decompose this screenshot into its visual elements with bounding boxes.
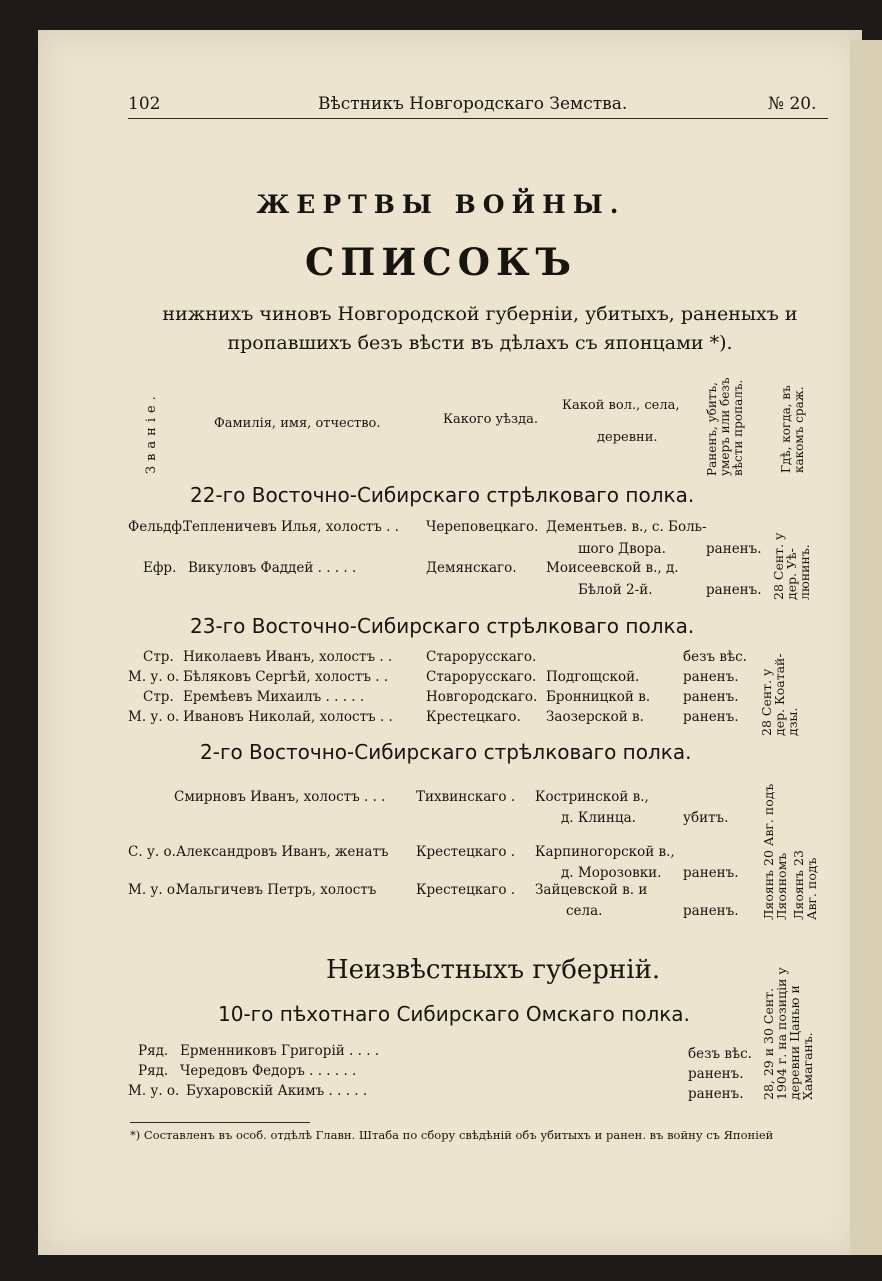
col-header-volost-2: деревни.: [597, 430, 658, 445]
row-rank: Ряд.: [138, 1063, 169, 1079]
side-note-2b: Ляоянъ 23 Авг. подъ: [791, 850, 819, 920]
col-header-where: Гдѣ, когда, въ какомъ сраж.: [779, 385, 806, 473]
row-place: Зайцевской в. и: [535, 882, 648, 898]
issue-number: № 20.: [768, 94, 817, 114]
row-name: Викуловъ Фаддей . . . . .: [188, 560, 357, 576]
row-rank: Стр.: [143, 689, 174, 705]
row-rank: Стр.: [143, 649, 174, 665]
row-uezd: Тихвинскаго .: [416, 789, 516, 805]
row-rank: М. у. о.: [128, 669, 180, 685]
row-status: раненъ.: [688, 1066, 744, 1082]
row-status: убитъ.: [683, 810, 729, 826]
row-uezd: Крестецкаго .: [416, 882, 516, 898]
row-uezd: Крестецкаго .: [416, 844, 516, 860]
row-rank: Ефр.: [143, 560, 177, 576]
row-rank: Ряд.: [138, 1043, 169, 1059]
row-status: безъ вѣс.: [688, 1046, 752, 1062]
row-place-2: Бѣлой 2-й.: [578, 582, 653, 598]
row-uezd: Новгородскаго.: [426, 689, 538, 705]
row-status: раненъ.: [683, 865, 739, 881]
side-note-2: Ляоянъ 20 Авг. подъ Ляояномъ: [761, 783, 789, 920]
row-status: раненъ.: [683, 689, 739, 705]
row-uezd: Старорусскаго.: [426, 669, 537, 685]
row-uezd: Демянскаго.: [426, 560, 517, 576]
row-place-2: села.: [566, 903, 603, 919]
row-status: раненъ.: [688, 1086, 744, 1102]
header-rule: [128, 118, 828, 119]
row-place: Костринской в.,: [535, 789, 649, 805]
side-note-10: 28, 29 и 30 Сент. 1904 г. на позиціи у деревни Цанью и Хамаганъ.: [761, 967, 815, 1100]
section-heading-23: 23-го Восточно-Сибирскаго стрѣлковаго полка.: [190, 614, 695, 638]
col-header-uezd: Какого уѣзда.: [443, 412, 538, 427]
section-heading-2: 2-го Восточно-Сибирскаго стрѣлковаго полка.: [200, 740, 692, 764]
row-rank: М. у. о.: [128, 709, 180, 725]
row-name: Чередовъ Федоръ . . . . . .: [180, 1063, 357, 1079]
row-place: Заозерской в.: [546, 709, 644, 725]
row-name: Еремѣевъ Михаилъ . . . . .: [183, 689, 365, 705]
row-status: раненъ.: [706, 541, 762, 557]
row-status: раненъ.: [683, 903, 739, 919]
row-uezd: Старорусскаго.: [426, 649, 537, 665]
col-header-volost: Какой вол., села,: [562, 398, 680, 413]
page-title: ЖЕРТВЫ ВОЙНЫ.: [256, 190, 626, 219]
side-note-23: 28 Сент. у дер. Коатай-дзы.: [759, 653, 800, 736]
row-rank: М. у. о.: [128, 882, 180, 898]
side-note-22: 28 Сент. у дер. Уѣ-люнинъ.: [771, 532, 812, 600]
row-name: Мальгичевъ Петръ, холостъ: [176, 882, 377, 898]
row-name: Бухаровскій Акимъ . . . . .: [186, 1083, 368, 1099]
row-place: Подгощской.: [546, 669, 640, 685]
row-name: Бѣляковъ Сергѣй, холостъ . .: [183, 669, 389, 685]
row-place: Моисеевской в., д.: [546, 560, 679, 576]
next-page-edge: [850, 40, 882, 1255]
row-name: Ивановъ Николай, холостъ . .: [183, 709, 393, 725]
row-place-2: д. Морозовки.: [561, 865, 662, 881]
col-header-rank: Званіе.: [144, 391, 159, 474]
row-place-2: шого Двора.: [578, 541, 666, 557]
page-number: 102: [128, 94, 161, 114]
row-status: раненъ.: [683, 709, 739, 725]
row-place: Бронницкой в.: [546, 689, 651, 705]
row-status: безъ вѣс.: [683, 649, 747, 665]
row-uezd: Крестецкаго.: [426, 709, 521, 725]
row-name: Александровъ Иванъ, женатъ: [176, 844, 389, 860]
row-uezd: Череповецкаго.: [426, 519, 539, 535]
row-rank: М. у. о.: [128, 1083, 180, 1099]
page-subtitle: СПИСОКЪ: [304, 240, 578, 284]
row-name: Смирновъ Иванъ, холостъ . . .: [174, 789, 386, 805]
row-rank: С. у. о.: [128, 844, 176, 860]
col-header-name: Фамилія, имя, отчество.: [214, 416, 381, 431]
row-place-2: д. Клинца.: [561, 810, 636, 826]
footnote: *) Составленъ въ особ. отдѣлѣ Главн. Штаба по сбору свѣдѣній объ убитыхъ и ранен. въ войну съ Японіей: [130, 1128, 774, 1142]
row-name: Николаевъ Иванъ, холостъ . .: [183, 649, 393, 665]
col-header-status: Раненъ, убитъ, умеръ или безъ вѣсти пропалъ.: [705, 377, 745, 476]
footnote-rule: [130, 1122, 310, 1123]
unknown-provinces-heading: Неизвѣстныхъ губерній.: [326, 955, 661, 985]
row-status: раненъ.: [706, 582, 762, 598]
section-heading-10: 10-го пѣхотнаго Сибирскаго Омскаго полка.: [218, 1002, 690, 1026]
row-status: раненъ.: [683, 669, 739, 685]
journal-title: Вѣстникъ Новгородскаго Земства.: [318, 94, 628, 114]
row-place: Дементьев. в., с. Боль-: [546, 519, 707, 535]
row-name: Тепленичевъ Илья, холостъ . .: [183, 519, 399, 535]
section-heading-22: 22-го Восточно-Сибирскаго стрѣлковаго полка.: [190, 483, 695, 507]
row-rank: Фельдф.: [128, 519, 187, 535]
row-name: Ерменниковъ Григорій . . . .: [180, 1043, 380, 1059]
row-place: Карпиногорской в.,: [535, 844, 675, 860]
page-description: нижнихъ чиновъ Новгородской губерніи, убитыхъ, раненыхъ и пропавшихъ безъ вѣсти въ дѣлахъ съ японцами *).: [162, 303, 798, 354]
